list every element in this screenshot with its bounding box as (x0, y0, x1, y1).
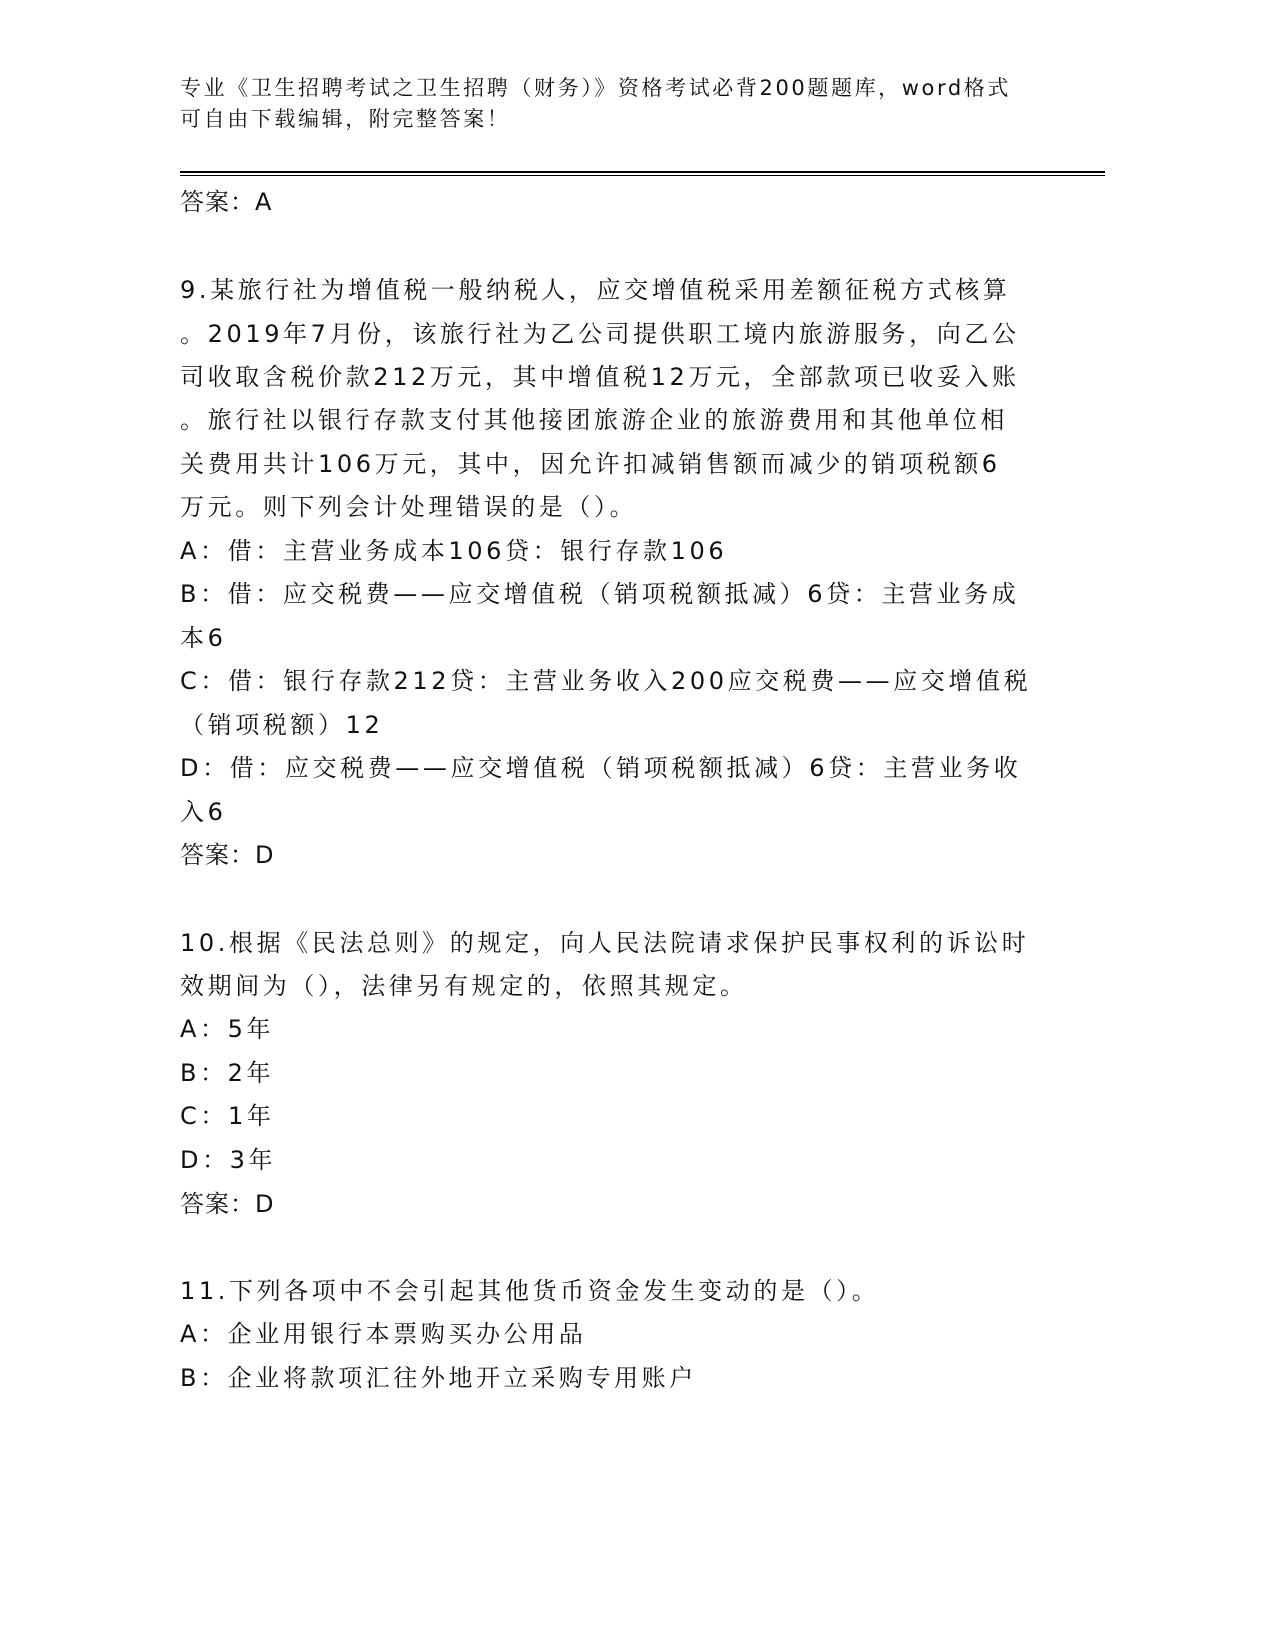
option-d: 入6 (180, 798, 227, 826)
answer-label: 答案：A (180, 188, 273, 216)
header-rule (180, 171, 1105, 173)
question-text: 万元。则下列会计处理错误的是（）。 (180, 493, 638, 521)
answer-label: 答案：D (180, 1190, 275, 1218)
question-text: 司收取含税价款212万元，其中增值税12万元，全部款项已收妥入账 (180, 363, 1020, 391)
option-c: C：1年 (180, 1102, 275, 1130)
option-b: B：借：应交税费——应交增值税（销项税额抵减）6贷：主营业务成 (180, 580, 1020, 608)
question-text: 。旅行社以银行存款支付其他接团旅游企业的旅游费用和其他单位相 (180, 406, 1008, 434)
option-c: C：借：银行存款212贷：主营业务收入200应交税费——应交增值税 (180, 667, 1032, 695)
header-line: 可自由下载编辑，附完整答案！ (180, 107, 511, 131)
question-text: 关费用共计106万元，其中，因允许扣减销售额而减少的销项税额6 (180, 450, 1001, 478)
option-a: A：借：主营业务成本106贷：银行存款106 (180, 537, 728, 565)
option-a: A：5年 (180, 1015, 275, 1043)
option-a: A：企业用银行本票购买办公用品 (180, 1320, 587, 1348)
option-c: （销项税额）12 (180, 711, 384, 739)
option-b: B：企业将款项汇往外地开立采购专用账户 (180, 1364, 697, 1392)
header-line: 专业《卫生招聘考试之卫生招聘（财务）》资格考试必背200题题库，word格式 (180, 76, 1011, 100)
option-d: D：3年 (180, 1146, 277, 1174)
option-b: B：2年 (180, 1059, 275, 1087)
question-text: 10.根据《民法总则》的规定，向人民法院请求保护民事权利的诉讼时 (180, 929, 1030, 957)
question-text: 11.下列各项中不会引起其他货币资金发生变动的是（）。 (180, 1277, 880, 1305)
header-rule (180, 175, 1105, 176)
answer-label: 答案：D (180, 841, 275, 869)
option-b: 本6 (180, 624, 227, 652)
option-d: D：借：应交税费——应交增值税（销项税额抵减）6贷：主营业务收 (180, 754, 1022, 782)
question-text: 效期间为（），法律另有规定的，依照其规定。 (180, 972, 748, 1000)
question-text: 。2019年7月份，该旅行社为乙公司提供职工境内旅游服务，向乙公 (180, 320, 1020, 348)
question-text: 9.某旅行社为增值税一般纳税人，应交增值税采用差额征税方式核算 (180, 276, 1011, 304)
